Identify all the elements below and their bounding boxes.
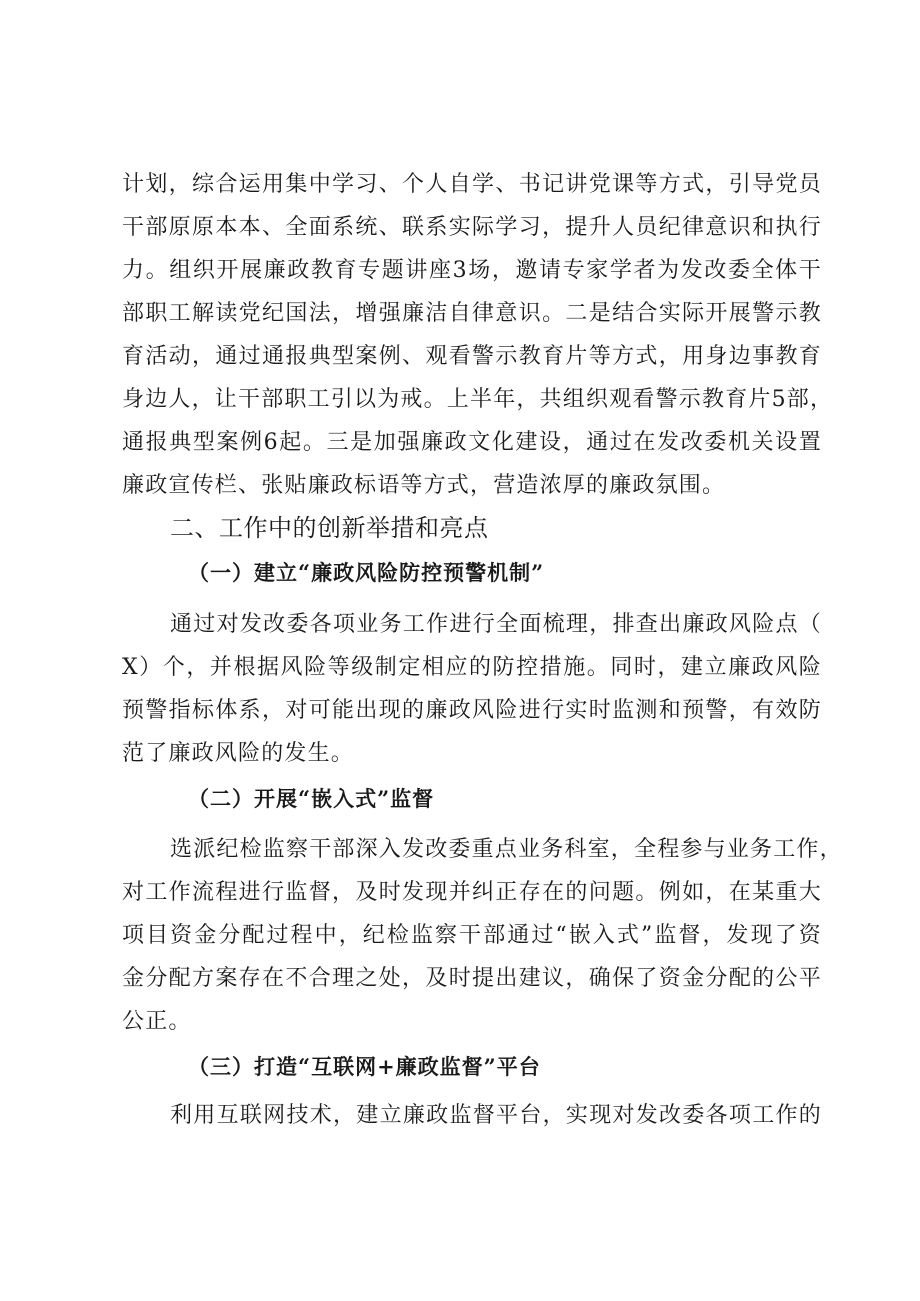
- paragraph-line: 力。组织开展廉政教育专题讲座3场，邀请专家学者为发改委全体干: [122, 258, 822, 283]
- paragraph-line: 范了廉政风险的发生。: [122, 741, 355, 766]
- paragraph-line: 项目资金分配过程中，纪检监察干部通过“嵌入式”监督，发现了资: [122, 923, 822, 948]
- paragraph-line: 育活动，通过通报典型案例、观看警示教育片等方式，用身边事教育: [122, 344, 822, 369]
- paragraph-line: 利用互联网技术，建立廉政监督平台，实现对发改委各项工作的: [170, 1103, 822, 1128]
- paragraph-line: 干部原原本本、全面系统、联系实际学习，提升人员纪律意识和执行: [122, 215, 822, 240]
- paragraph-line: 部职工解读党纪国法，增强廉洁自律意识。二是结合实际开展警示教: [122, 301, 822, 326]
- paragraph-line: 通过对发改委各项业务工作进行全面梳理，排查出廉政风险点（: [170, 612, 822, 637]
- paragraph-line: 预警指标体系，对可能出现的廉政风险进行实时监测和预警，有效防: [122, 698, 822, 723]
- paragraph-line: 廉政宣传栏、张贴廉政标语等方式，营造浓厚的廉政氛围。: [122, 473, 726, 498]
- paragraph-line: 对工作流程进行监督，及时发现并纠正存在的问题。例如，在某重大: [122, 880, 822, 905]
- paragraph-line: 公正。: [122, 1009, 192, 1034]
- paragraph-line: 金分配方案存在不合理之处，及时提出建议，确保了资金分配的公平: [122, 966, 822, 991]
- subsection-heading: （一）建立“廉政风险防控预警机制”: [188, 560, 545, 585]
- subsection-heading: （三）打造“互联网+廉政监督”平台: [188, 1054, 541, 1079]
- paragraph-line: X）个，并根据风险等级制定相应的防控措施。同时，建立廉政风险: [122, 655, 822, 680]
- paragraph-line: 通报典型案例6起。三是加强廉政文化建设，通过在发改委机关设置: [122, 430, 822, 455]
- paragraph-line: 身边人，让干部职工引以为戒。上半年，共组织观看警示教育片5部，: [122, 387, 834, 412]
- paragraph-line: 选派纪检监察干部深入发改委重点业务科室，全程参与业务工作，: [170, 837, 843, 862]
- paragraph-line: 计划，综合运用集中学习、个人自学、书记讲党课等方式，引导党员: [122, 172, 822, 197]
- section-heading: 二、工作中的创新举措和亮点: [170, 514, 489, 542]
- subsection-heading: （二）开展“嵌入式”监督: [188, 786, 435, 811]
